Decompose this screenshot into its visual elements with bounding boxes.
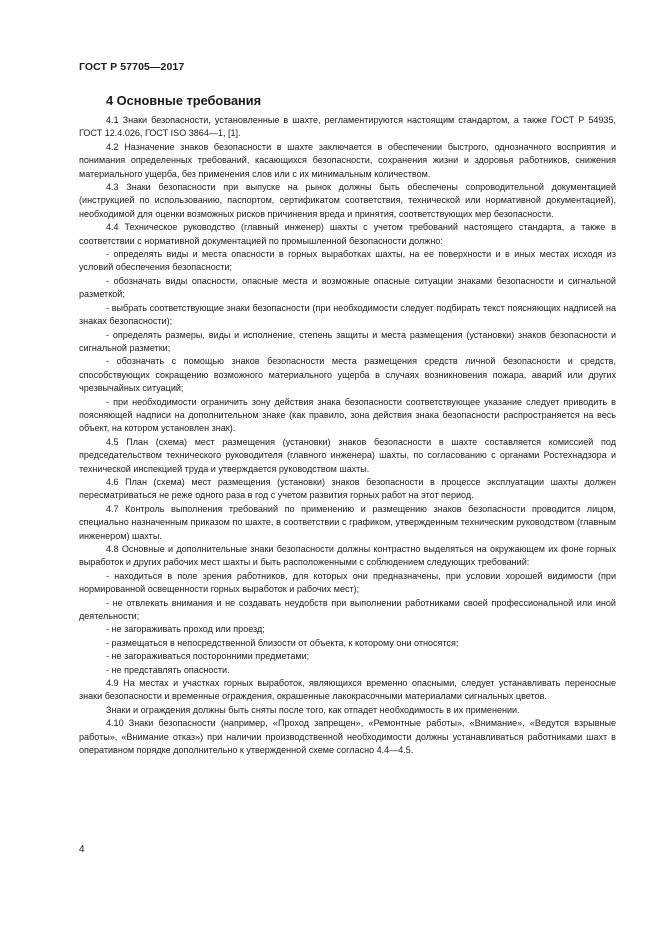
document-header: ГОСТ Р 57705—2017 [79,61,185,73]
paragraph: Знаки и ограждения должны быть сняты после того, как отпадет необходимость в их применении. [106,704,520,715]
list-item: - не представлять опасности. [106,664,230,675]
document-body [79,114,616,758]
paragraph: 4.6 План (схема) мест размещения (установки) знаков безопасности в процессе эксплуатации шахты должен пересматриваться не реже одного раза в год с учетом развития горных работ на этот период. [79,476,616,501]
section-title: 4 Основные требования [106,93,262,108]
list-item: - при необходимости ограничить зону действия знака безопасности соответствующее указание следует приводить в поясняющей надписи на дополнительном знаке (как правило, зона действия знака безопасности распространяется на весь объект, на котором установлен знак). [79,396,616,434]
paragraph: 4.3 Знаки безопасности при выпуске на рынок должны быть обеспечены сопроводительной документацией (инструкцией по использованию, паспортом, сертификатом соответствия, технической или нормативной документацией), необходимой для оценки возможных рисков причинения вреда и принятия, соответствующих мер безопасности. [79,182,616,219]
list-item: - находиться в поле зрения работников, для которых они предназначены, при условии хорошей видимости (при нормированной освещенности горных выработок и рабочих мест); [79,570,616,595]
paragraph: 4.5 План (схема) мест размещения (установки) знаков безопасности в шахте составляется комиссией под председательством технического руководителя (главного инженера) шахты, по согласованию с органами Ростехнадзора и технической инспекцией труда и утверждается руководством шахты. [79,436,616,474]
list-item: - не отвлекать внимания и не создавать неудобств при выполнении работниками своей профессиональной или иной деятельности; [79,597,616,622]
paragraph: 4.7 Контроль выполнения требований по применению и размещению знаков безопасности проводится лицом, специально назначенным приказом по шахте, в соответствии с графиком, утвержденным техническим руководством (главным инженером) шахты. [79,503,616,541]
paragraph: 4.8 Основные и дополнительные знаки безопасности должны контрастно выделяться на окружающем их фоне горных выработок и других рабочих мест шахты и быть расположенными с соблюдением следующих требований: [79,544,616,568]
list-item: - обозначать виды опасности, опасные места и возможные опасные ситуации знаками безопасности и сигнальной разметкой; [79,275,616,300]
list-item: - определять виды и места опасности в горных выработках шахты, на ее поверхности и в иных местах исходя из условий обеспечения безопасности; [79,249,616,273]
list-item: - обозначать с помощью знаков безопасности места размещения средств личной безопасности и средств, способствующих сокращению возможного материального ущерба в случаях возникновения пожара, аварий или других чрезвычайных ситуаций; [79,356,616,394]
list-item: - выбрать соответствующие знаки безопасности (при необходимости следует подбирать текст поясняющих надписей на знаках безопасности); [79,302,616,327]
paragraph: 4.2 Назначение знаков безопасности в шахте заключается в обеспечении быстрого, однозначного восприятия и понимания определенных требований, касающихся безопасности, сохранения жизни и здоровья работников, снижения материального ущерба, без применения слов или с их минимальным количеством. [79,141,616,179]
list-item: - размещаться в непосредственной близости от объекта, к которому они относятся; [106,637,459,648]
paragraph: 4.1 Знаки безопасности, установленные в шахте, регламентируются настоящим стандартом, а также ГОСТ Р 54935, ГОСТ 12.4.026, ГОСТ ISO 3864—1, [1]. [79,115,616,139]
paragraph: 4.10 Знаки безопасности (например, «Проход запрещен», «Ремонтные работы», «Внимание», «Ведутся взрывные работы», «Внимание отказ») при наличии производственной необходимости должны устанавливаться работниками шахт в оперативном порядке дополнительно к утвержденной схеме согласно 4.4—4.5. [79,718,616,756]
list-item: - не загораживаться посторонними предметами; [106,651,310,662]
list-item: - не загораживать проход или проезд; [106,624,265,635]
paragraph: 4.4 Техническое руководство (главный инженер) шахты с учетом требований настоящего стандарта, а также в соответствии с нормативной документацией по промышленной безопасности должно: [79,222,616,246]
list-item: - определять размеры, виды и исполнение, степень защиты и места размещения (установки) знаков безопасности и сигнальной разметки; [79,329,616,353]
page-number: 4 [79,844,85,855]
paragraph: 4.9 На местах и участках горных выработок, являющихся временно опасными, следует устанавливать переносные знаки безопасности и временные ограждения, окрашенные лакокрасочными материалами сигнальных цветов. [79,678,616,702]
